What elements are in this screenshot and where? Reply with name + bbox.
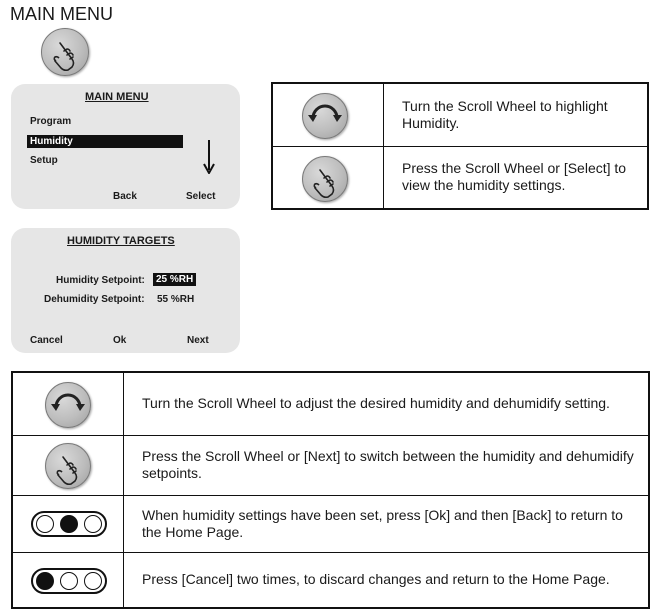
- next-softkey[interactable]: Next: [187, 335, 209, 346]
- main-menu-header: MAIN MENU: [85, 91, 149, 103]
- step-text: When humidity settings have been set, press [Ok] and then [Back] to return to the Home Page.: [124, 495, 650, 552]
- humidity-header: HUMIDITY TARGETS: [67, 235, 175, 247]
- menu-item-humidity[interactable]: Humidity: [27, 135, 183, 148]
- scroll-wheel-turn-icon: [302, 93, 348, 139]
- step-text: Press the Scroll Wheel or [Next] to switch between the humidity and dehumidify setpoints.: [124, 435, 650, 495]
- page-title: MAIN MENU: [10, 4, 113, 24]
- dehumidity-setpoint-label: Dehumidity Setpoint:: [44, 294, 145, 305]
- step-text: Press [Cancel] two times, to discard changes and return to the Home Page.: [124, 552, 650, 608]
- button-left-icon: [31, 568, 107, 594]
- table-row: [272, 146, 648, 209]
- step-text: Turn the Scroll Wheel to highlight Humidity.: [384, 83, 649, 146]
- table-row: [272, 83, 648, 146]
- down-arrow-icon: [203, 140, 215, 174]
- scroll-wheel-press-icon: [45, 443, 91, 489]
- table-row: [12, 435, 649, 495]
- ok-softkey[interactable]: Ok: [113, 335, 127, 346]
- main-menu-screen: [11, 84, 240, 209]
- instruction-table-1: [271, 82, 649, 210]
- cancel-softkey[interactable]: Cancel: [30, 335, 63, 346]
- menu-item-program[interactable]: Program: [30, 116, 72, 127]
- table-row: [12, 372, 649, 435]
- humidity-setpoint-label: Humidity Setpoint:: [56, 275, 145, 286]
- dehumidity-setpoint-value[interactable]: 55 %RH: [157, 294, 195, 305]
- humidity-targets-screen: [11, 228, 240, 353]
- table-row: [12, 495, 649, 552]
- instruction-table-2: [11, 371, 650, 609]
- menu-item-setup[interactable]: Setup: [30, 155, 58, 166]
- step-text: Turn the Scroll Wheel to adjust the desired humidity and dehumidify setting.: [124, 372, 650, 435]
- scroll-wheel-press-icon: [302, 156, 348, 202]
- button-middle-icon: [31, 511, 107, 537]
- step-text: Press the Scroll Wheel or [Select] to view the humidity settings.: [384, 146, 649, 209]
- back-softkey[interactable]: Back: [113, 191, 137, 202]
- scroll-wheel-press-icon: [41, 28, 89, 76]
- table-row: [12, 552, 649, 608]
- scroll-wheel-turn-icon: [45, 382, 91, 428]
- humidity-setpoint-value[interactable]: 25 %RH: [153, 273, 196, 286]
- select-softkey[interactable]: Select: [186, 191, 216, 202]
